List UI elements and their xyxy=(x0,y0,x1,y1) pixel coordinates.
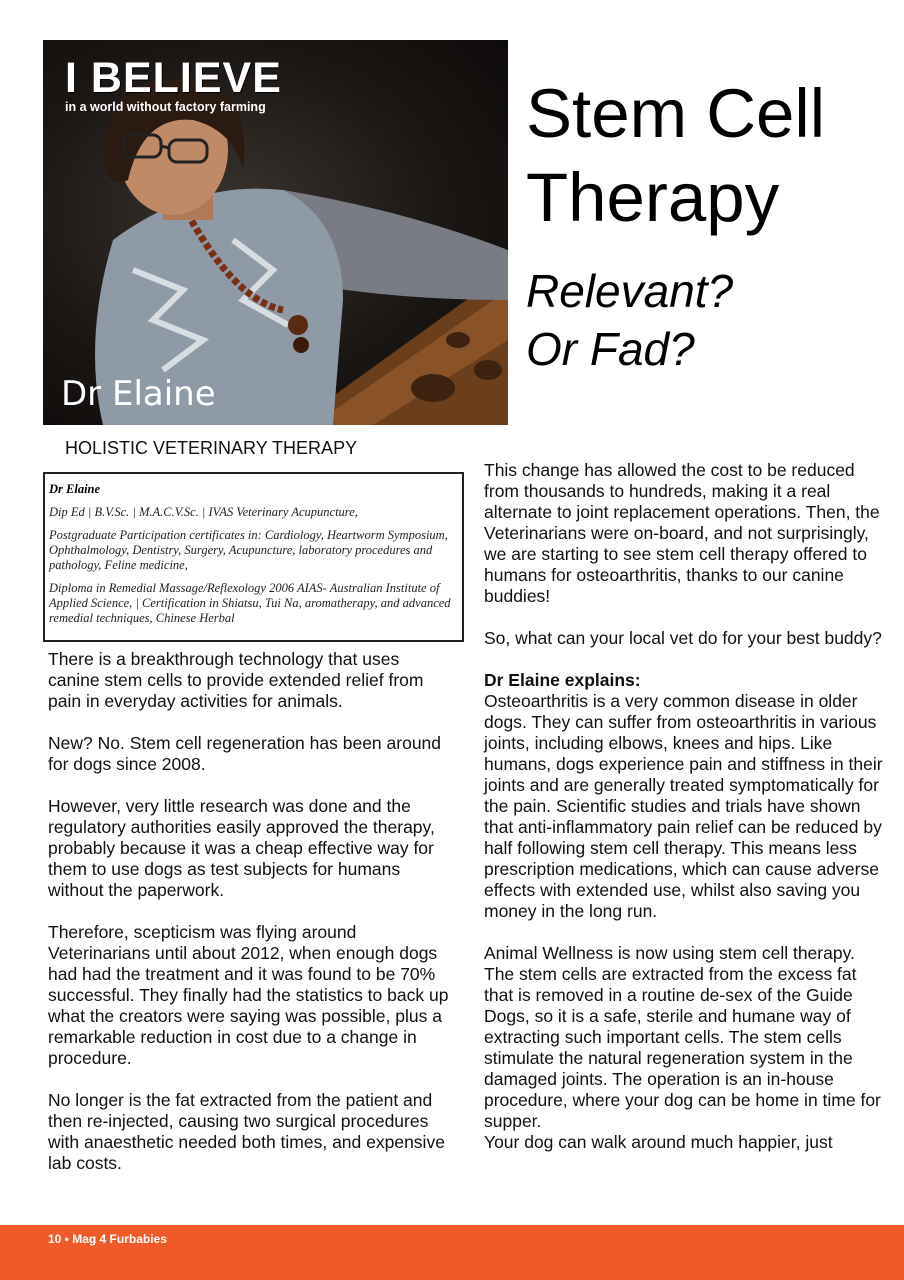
article-title xyxy=(526,72,825,240)
paragraph: Your dog can walk around much happier, just xyxy=(484,1132,833,1152)
footer-bar xyxy=(0,1225,904,1280)
paragraph: New? No. Stem cell regeneration has been around for dogs since 2008. xyxy=(48,733,442,774)
paragraph: Osteoarthritis is a very common disease in older dogs. They can suffer from osteoarthritis in various joints, including elbows, knees and hips. Like humans, dogs experience pain and stiffness in their joints and are generally treated symptomatically for the pain. Scientific studies and trials have shown that anti-inflammatory pain relief can be reduced by half following stem cell therapy. This means less prescription medications, which can cause adverse effects with extended use, whilst also saving you money in the long run. xyxy=(484,691,883,921)
credentials-diploma: Diploma in Remedial Massage/Reflexology 2006 AIAS- Australian Institute of Applied Science, | Certification in Shiatsu, Tui Na, aromatherapy, and advanced remedial techniques, Chinese Herbal xyxy=(49,581,451,625)
footer-page-info: 10 • Mag 4 Furbabies xyxy=(48,1232,167,1246)
explains-heading: Dr Elaine explains: xyxy=(484,670,641,690)
subtitle-line-1: Relevant? xyxy=(526,265,734,317)
right-column xyxy=(484,460,884,1174)
paragraph: There is a breakthrough technology that uses canine stem cells to provide extended relief from pain in everyday activities for animals. xyxy=(48,649,424,711)
credentials-box xyxy=(43,472,464,642)
credentials-postgrad: Postgraduate Participation certificates in: Cardiology, Heartworm Symposium, Ophthalmology, Dentistry, Surgery, Acupuncture, laboratory procedures and pathology, Feline medicine, xyxy=(49,528,448,572)
photo-caption: Dr Elaine xyxy=(61,374,216,414)
paragraph: Animal Wellness is now using stem cell therapy. The stem cells are extracted from the excess fat that is removed in a routine de-sex of the Guide Dogs, so it is a safe, sterile and humane way of extracting such important cells. The stem cells stimulate the natural regeneration system in the damaged joints. The operation is an in-house procedure, where your dog can be home in time for supper. xyxy=(484,943,881,1131)
credentials-name: Dr Elaine xyxy=(49,482,101,496)
section-label: HOLISTIC VETERINARY THERAPY xyxy=(65,438,358,458)
paragraph: No longer is the fat extracted from the patient and then re-injected, causing two surgical procedures with anaesthetic needed both times, and expensive lab costs. xyxy=(48,1090,445,1173)
left-column xyxy=(48,649,453,1195)
banner-tagline: in a world without factory farming xyxy=(65,100,266,114)
portrait-photo xyxy=(43,40,508,425)
paragraph: Therefore, scepticism was flying around Veterinarians until about 2012, when enough dogs had had the treatment and it was found to be 70% successful. They finally had the statistics to back up what the creators were saying was possible, plus a remarkable reduction in cost due to a change in procedure. xyxy=(48,922,449,1068)
paragraph: So, what can your local vet do for your best buddy? xyxy=(484,628,882,648)
banner-headline: I BELIEVE xyxy=(65,54,282,102)
credentials-degrees: Dip Ed | B.V.Sc. | M.A.C.V.Sc. | IVAS Veterinary Acupuncture, xyxy=(49,505,358,519)
paragraph: However, very little research was done and the regulatory authorities easily approved the therapy, probably because it was a cheap effective way for them to use dogs as test subjects for humans without the paperwork. xyxy=(48,796,435,900)
article-subtitle xyxy=(526,262,733,378)
title-line-1: Stem Cell xyxy=(526,75,826,152)
subtitle-line-2: Or Fad? xyxy=(526,323,695,375)
title-line-2: Therapy xyxy=(526,159,780,236)
paragraph: This change has allowed the cost to be reduced from thousands to hundreds, making it a real alternate to joint replacement operations. Then, the Veterinarians were on-board, and not surprisingly, we are starting to see stem cell therapy offered to humans for osteoarthritis, thanks to our canine buddies! xyxy=(484,460,880,606)
